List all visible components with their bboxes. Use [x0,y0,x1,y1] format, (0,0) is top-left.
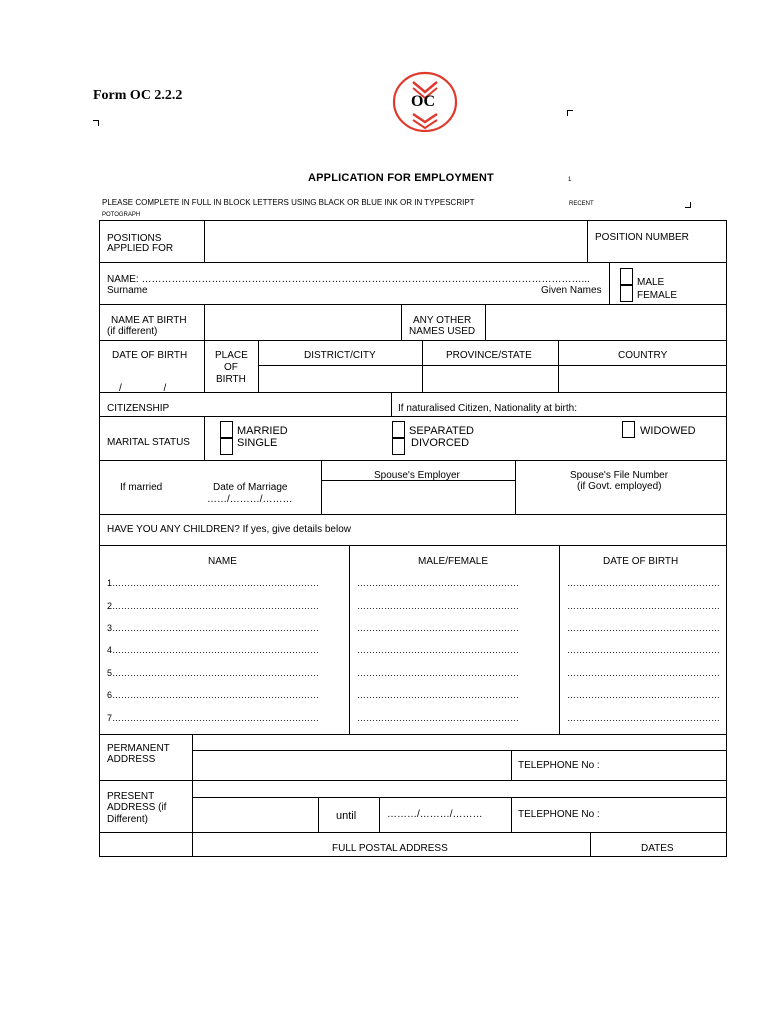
divorced-label: DIVORCED [411,437,470,449]
child-dob-input[interactable]: …………………………………………… [567,601,720,611]
children-header-sex: MALE/FEMALE [418,556,489,567]
country-label: COUNTRY [618,350,668,361]
child-name-input[interactable]: 6…………………………………………………………… [107,690,320,700]
province-state-label: PROVINCE/STATE [446,350,532,361]
married-label: MARRIED [237,425,288,437]
permanent-address-input-2[interactable] [193,751,510,779]
telephone-label: TELEPHONE No : [518,760,600,771]
given-names-label: Given Names [541,285,602,296]
children-header-dob: DATE OF BIRTH [603,556,679,567]
date-of-birth-label: DATE OF BIRTH [112,350,188,361]
place-of-birth-label-3: BIRTH [216,374,246,385]
present-address-input[interactable] [193,781,726,796]
dates-label: DATES [641,843,674,854]
photo-hint-recent: RECENT [569,201,594,207]
application-form [99,220,727,857]
married-checkbox[interactable] [220,421,233,438]
child-sex-input[interactable]: ……………………………………………… [357,645,519,655]
child-name-input[interactable]: 4…………………………………………………………… [107,645,320,655]
district-city-input[interactable] [259,366,421,391]
children-question: HAVE YOU ANY CHILDREN? If yes, give details below [107,524,351,535]
photo-corner-mark [685,202,691,208]
photo-corner-mark [93,120,99,126]
child-dob-input[interactable]: …………………………………………… [567,713,720,723]
nationality-at-birth-input[interactable] [585,393,725,415]
telephone-input-2[interactable] [609,798,725,831]
widowed-checkbox[interactable] [622,421,635,438]
if-married-label: If married [120,482,163,493]
country-input[interactable] [559,366,725,391]
spouse-employer-label: Spouse's Employer [374,470,460,481]
spouse-file-number-label: Spouse's File Number [570,470,669,481]
child-dob-input[interactable]: …………………………………………… [567,578,720,588]
until-date-input[interactable]: ………/………/……… [387,809,483,820]
single-checkbox[interactable] [220,438,233,455]
child-name-input[interactable]: 1…………………………………………………………… [107,578,320,588]
spouse-employer-input[interactable] [322,481,514,513]
single-label: SINGLE [237,437,278,449]
full-postal-address-label: FULL POSTAL ADDRESS [332,843,448,854]
child-sex-input[interactable]: ……………………………………………… [357,623,519,633]
form-id: Form OC 2.2.2 [93,88,183,103]
form-title: APPLICATION FOR EMPLOYMENT [308,172,494,184]
child-name-input[interactable]: 5…………………………………………………………… [107,668,320,678]
child-name-input[interactable]: 2…………………………………………………………… [107,601,320,611]
logo-text: OC [411,93,435,110]
child-sex-input[interactable]: ……………………………………………… [357,713,519,723]
citizenship-label: CITIZENSHIP [107,403,170,414]
name-label: NAME: ……………………………………………………………………………………………………………………... [107,274,590,285]
position-number-input[interactable] [588,244,725,262]
positions-label: POSITIONS [107,233,162,244]
name-at-birth-input[interactable] [205,305,400,340]
telephone-input[interactable] [609,751,725,779]
place-of-birth-label: PLACE [215,350,248,361]
positions-applied-input[interactable] [205,221,586,262]
surname-label: Surname [107,285,148,296]
table-row[interactable] [99,642,727,658]
widowed-label: WIDOWED [640,425,696,437]
child-name-input[interactable]: 3…………………………………………………………… [107,623,320,633]
male-checkbox[interactable] [620,268,633,285]
name-at-birth-note: (if different) [107,326,158,337]
citizenship-input[interactable] [179,393,390,415]
separated-label: SEPARATED [409,425,474,437]
date-of-birth-slashes: / / [119,383,167,394]
date-of-marriage-label: Date of Marriage [213,482,288,493]
other-names-label: ANY OTHER [413,315,472,326]
table-row[interactable] [99,620,727,636]
spouse-govt-label: (if Govt. employed) [577,481,662,492]
permanent-address-label-2: ADDRESS [107,754,156,765]
other-names-input[interactable] [486,305,725,340]
present-address-label-3: Different) [107,814,148,825]
district-city-label: DISTRICT/CITY [304,350,376,361]
child-sex-input[interactable]: ……………………………………………… [357,668,519,678]
table-row[interactable] [99,598,727,614]
divorced-checkbox[interactable] [392,438,405,455]
instructions: PLEASE COMPLETE IN FULL IN BLOCK LETTERS USING BLACK OR BLUE INK OR IN TYPESCRIPT [102,198,475,207]
until-label: until [336,810,357,822]
child-name-input[interactable]: 7…………………………………………………………… [107,713,320,723]
province-state-input[interactable] [423,366,557,391]
table-row[interactable] [99,665,727,681]
separated-checkbox[interactable] [392,421,405,438]
photo-hint-potograph: POTOGRAPH [102,212,141,218]
table-row[interactable] [99,710,727,726]
oc-logo [391,70,459,134]
date-of-birth-input[interactable] [100,362,203,390]
female-checkbox[interactable] [620,285,633,302]
marital-status-label: MARITAL STATUS [107,437,190,448]
child-sex-input[interactable]: ……………………………………………… [357,601,519,611]
date-of-marriage-input[interactable]: ……/………/……… [207,494,293,505]
present-address-label-2: ADDRESS (if [107,802,167,813]
present-address-input-2[interactable] [193,798,317,831]
female-label: FEMALE [637,290,678,301]
child-sex-input[interactable]: ……………………………………………… [357,690,519,700]
child-dob-input[interactable]: …………………………………………… [567,645,720,655]
position-number-label: POSITION NUMBER [595,232,689,243]
permanent-address-input[interactable] [193,735,726,749]
present-address-label: PRESENT [107,791,155,802]
naturalised-label: If naturalised Citizen, Nationality at birth: [398,403,577,414]
other-names-label-2: NAMES USED [409,326,476,337]
child-dob-input[interactable]: …………………………………………… [567,690,720,700]
male-label: MALE [637,277,665,288]
spouse-file-number-input[interactable] [516,494,725,513]
child-sex-input[interactable]: ……………………………………………… [357,578,519,588]
permanent-address-label: PERMANENT [107,743,170,754]
child-dob-input[interactable]: …………………………………………… [567,668,720,678]
telephone-label-2: TELEPHONE No : [518,809,600,820]
positions-label-2: APPLIED FOR [107,243,174,254]
table-row[interactable] [99,687,727,703]
place-of-birth-label-2: OF [224,362,238,373]
photo-mark: 1 [568,177,572,183]
name-at-birth-label: NAME AT BIRTH [111,315,187,326]
photo-corner-mark [567,110,573,116]
child-dob-input[interactable]: …………………………………………… [567,623,720,633]
children-header-name: NAME [208,556,237,567]
name-input[interactable] [143,264,603,278]
table-row[interactable] [99,575,727,591]
